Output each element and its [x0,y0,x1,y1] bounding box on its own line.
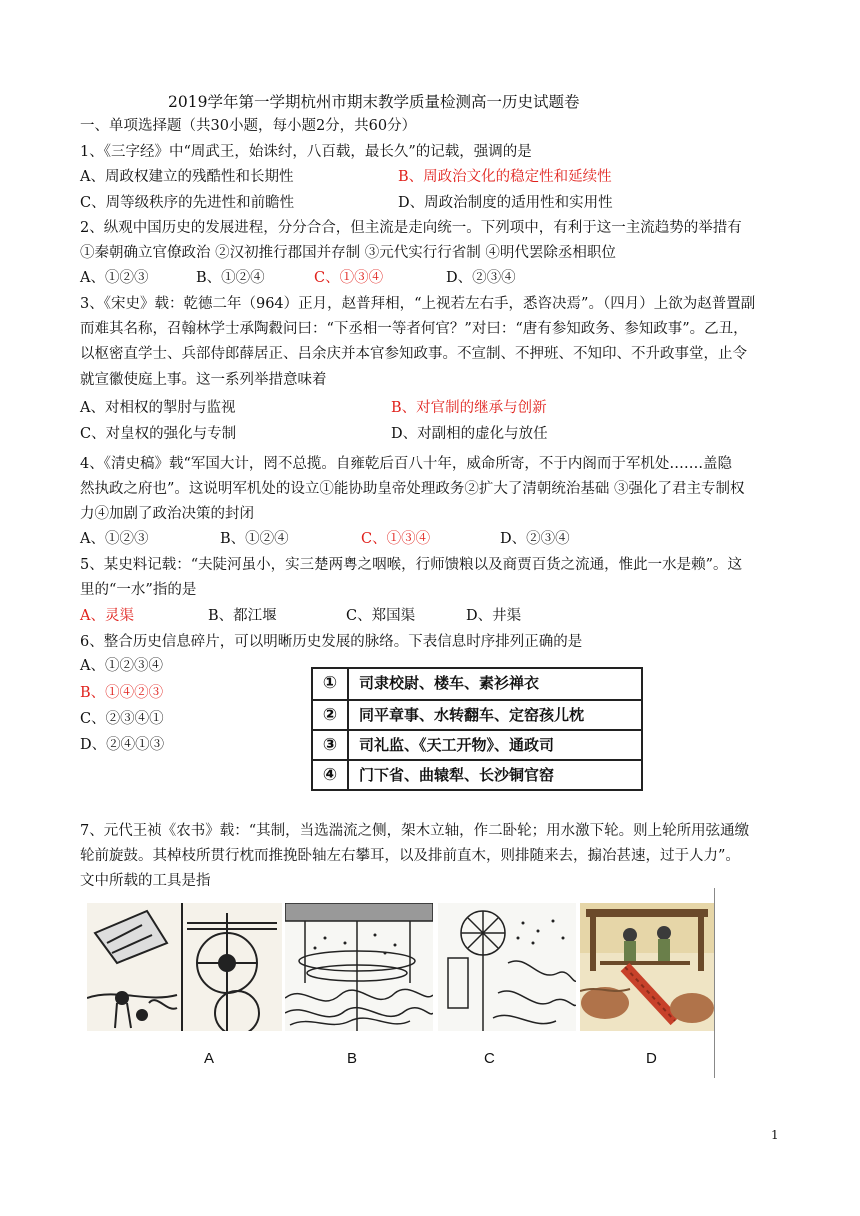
q7-picture-d [580,903,714,1031]
q1-option-a: A、周政权建立的残酷性和长期性 [80,169,294,185]
table-row [313,729,641,759]
q3-option-b: B、对官制的继承与创新 [391,400,547,416]
q3-option-c: C、对皇权的强化与专制 [80,426,237,442]
row-text: 司礼监、《天工开物》、通政司 [359,736,555,754]
q2-stem: 2、纵观中国历史的发展进程，分分合合，但主流是走向统一。下列项中，有利于这一主流趋势的举措有 [80,220,742,236]
picture-label-d: D [646,1050,657,1067]
q5-option-b: B、都江堰 [208,608,277,624]
row-number: ④ [313,761,349,789]
q7-line-2: 轮前旋鼓。其棹枝所贯行枕而推挽卧轴左右攀耳，以及排前直木，则排随来去，搧冶甚速，过于人力”。 [80,848,740,864]
q2-option-d: D、②③④ [446,270,516,286]
q4-option-b: B、①②④ [220,531,289,547]
q6-option-c: C、②③④① [80,711,164,727]
table-row [313,669,641,699]
row-text: 门下省、曲辕犁、长沙铜官窑 [359,766,555,784]
q5-line-2: 里的“一水”指的是 [80,582,197,598]
row-number: ① [313,669,349,699]
q3-line-3: 以枢密直学士、兵部侍郎薛居正、吕余庆并本官参知政事。不宣制、不押班、不知印、不升政事堂，止令 [80,346,747,362]
table-row [313,759,641,789]
q7-line-3: 文中所载的工具是指 [80,873,211,889]
q4-option-a: A、①②③ [80,531,149,547]
q4-line-2: 然执政之府也”。这说明军机处的设立①能协助皇帝处理政务②扩大了清朝统治基础 ③强化了君主专制权 [80,481,745,497]
q3-line-4: 就宣徽使庭上事。这一系列举措意味着 [80,372,327,388]
q6-option-d: D、②④①③ [80,737,165,753]
exam-title: 2019学年第一学期杭州市期末教学质量检测高一历史试题卷 [168,93,580,111]
q7-picture-c [438,903,576,1031]
picture-divider [714,888,715,1078]
q2-option-b: B、①②④ [196,270,265,286]
q5-option-a: A、灵渠 [80,608,134,624]
row-text: 同平章事、水转翻车、定窑孩儿枕 [359,706,585,724]
section-heading: 一、单项选择题（共30小题，每小题2分，共60分） [80,118,417,134]
q4-line-3: 力④加剧了政治决策的封闭 [80,506,254,522]
q7-picture-a [87,903,282,1031]
q3-option-d: D、对副相的虚化与放任 [391,426,548,442]
q6-option-b: B、①④②③ [80,685,164,701]
page-number: 1 [771,1128,779,1142]
q7-line-1: 7、元代王祯《农书》载：“其制，当选湍流之侧，架木立轴，作二卧轮；用水激下轮。则上轮所用弦通缴 [80,823,750,839]
table-row [313,699,641,729]
picture-label-c: C [484,1050,495,1067]
q4-option-c: C、①③④ [361,531,431,547]
q5-line-1: 5、某史料记载：“夫陡河虽小，实三楚两粤之咽喉，行师馈粮以及商贾百货之流通，惟此一水是赖”。这 [80,557,743,573]
q3-option-a: A、对相权的掣肘与监视 [80,400,236,416]
q3-line-1: 3、《宋史》载：乾德二年（964）正月，赵普拜相，“上视若左右手，悉咨决焉”。（四月）上欲为赵普置副 [80,296,756,312]
q1-option-c: C、周等级秩序的先进性和前瞻性 [80,195,295,211]
row-text: 司隶校尉、楼车、素衫禅衣 [359,674,540,692]
q3-line-2: 而难其名称，召翰林学士承陶縠问曰：“下丞相一等者何官？”对曰：“唐有参知政务、参知政事”。乙丑， [80,321,748,337]
q6-info-table [311,667,643,791]
q1-option-d: D、周政治制度的适用性和实用性 [398,195,613,211]
q6-stem: 6、整合历史信息碎片，可以明晰历史发展的脉络。下表信息时序排列正确的是 [80,634,583,650]
q6-option-a: A、①②③④ [80,658,163,674]
q1-stem: 1、《三字经》中“周武王，始诛纣，八百载，最长久”的记载，强调的是 [80,144,532,160]
q1-option-b: B、周政治文化的稳定性和延续性 [398,169,612,185]
picture-label-b: B [347,1050,358,1067]
q2-option-a: A、①②③ [80,270,149,286]
q7-picture-b [285,903,433,1031]
row-number: ③ [313,731,349,759]
q2-items: ①秦朝确立官僚政治 ②汉初推行郡国并存制 ③元代实行行省制 ④明代罢除丞相职位 [80,245,616,261]
q5-option-c: C、郑国渠 [346,608,416,624]
picture-label-a: A [204,1050,215,1067]
q5-option-d: D、井渠 [466,608,522,624]
row-number: ② [313,701,349,729]
q4-option-d: D、②③④ [500,531,570,547]
q2-option-c: C、①③④ [314,270,384,286]
q4-line-1: 4、《清史稿》载“军国大计，罔不总揽。自雍乾后百八十年，威命所寄，不于内阁而于军机处…….盖隐 [80,456,732,472]
